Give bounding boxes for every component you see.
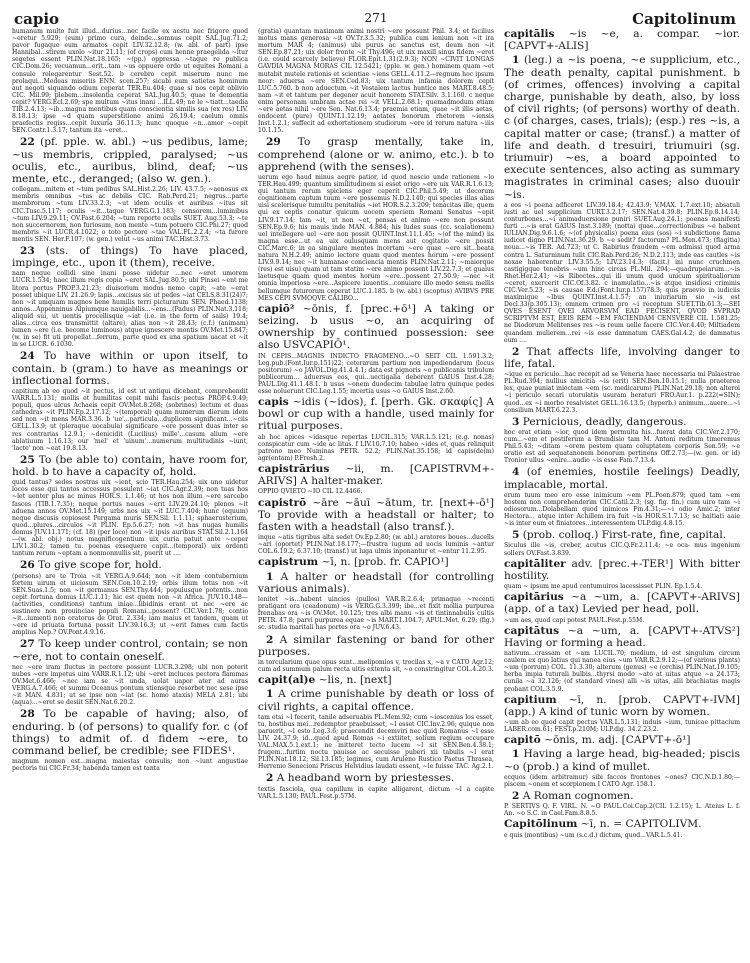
entry-definition: adv. [prec.+-TER¹] With bitter hostility. xyxy=(504,557,740,582)
entry-headword: capitium xyxy=(504,693,557,706)
entry-definition: ~ōnis, f. [prec.+ō¹] A taking or seizing. b usus ~o, an acquiring of ownership by continued possession: see also USVCAPIŌ¹. xyxy=(258,302,494,352)
dictionary-entry xyxy=(258,556,494,568)
left-running-headword: capio xyxy=(14,10,60,28)
entry-definition: ~is ~e, a. compar. ~ior. [CAPVT+-ALIS] xyxy=(504,28,740,53)
citation-text: ecquos (idem arbitramur) sibi faccos frontones ~ones? CIC.N.D.1.80;—piscem ~onem et scorpionem I CATO Agr. 158.1. xyxy=(504,773,740,788)
sense-definition xyxy=(12,350,248,387)
right-running-headword: Capitolinum xyxy=(632,10,736,28)
citation-text: lenitet ~is...habent uincios (pullos) VAR.R.2.6.4; primaque ~recenti pratigant ora (ceadonum) ~is VERG.G.3.399; ibe...et fixit mollia purpurea frenabas ora ~is OV.Met. 10.125; tres albi manu ~is et tintinnabulis cultis PETR. 47.8; parvi purpurea equae ~is MART.1.104.7; APUL.Met. 6.29; (fig.) sc. studia maritali has portes ora ~o JUV.6.43. xyxy=(258,596,494,632)
citation-text: (gratia) quantam maximam animi nostri ~ere possunt Phil. 3.4; et facilius motus mans generosa ~it OV.Tr.3.5.32; publica cum lenium non ~it ira mortum MAR 4; (animus) ubi purus ac sanctus est, deum non ~it SEN.Ep.87.21; uix dolor fronte ~it Thy.496; ut uix maxill sinus fidem ~eret (i.e. could scarcely believe) FLOR.Epit.1.31(2.9.3); NON ~CIVIT LONGAS GAVDIA MAGNA MORAS CIL 12.5421; (pple. w. gen.) hominem quam ~et mutabit mutele rationis et scientiae ~iens GELL.4.11.2—regnum hoc ipsum neor: aduersa ~ere SEN.Ced.83; uix tantum infamia dolorem cepit LUC.5.760. b non aduectum ~it Vestalem lactus huntice nes MART.8.48.5; nam ~it et tantum per degener acuit honorem STAT.Silv. 3.1.160. c neque enim personam umbram actae rei ~it VELL.2.68.1; quemadmodum etiam ~ere aetas nihil ~ere Sen. Nat.6.13.4; praemia etiam, quae ~it illis aetas, endocent (pure) QUINT.1.12.19; aetates bonorum rhetorem ~iensis Inst.1.2.1; suffecit ad exhortationem studiorum ~ere id rerum natura ~iiis 10.1.15. xyxy=(258,28,494,135)
sense-definition xyxy=(258,634,494,658)
citation-text: inque ~atis tigribus alta sedet Ov.Ep.2.80; (w. abl.) aratores boues...ducells ~ari (oportet) PLIN.Nat.18.177;—frustra iugum ad uocis luminis ~antur COL.6.19.2; 6.37.10; (transf.) ut luga ulmis inponantur et ~entur 11.2.95. xyxy=(258,534,494,556)
sense-text: (leg.) a ~is poena, ~e supplicium, etc., The death penalty, capital punishment. b (of crimes, offences) involving a capital charge, punishable by death, also, by loss of civil rights; (of persons) worthy of death. c (of charges, cases, trials); (esp.) res ~is, a capital matter or case; (transf.) a matter of life and death. d tresuiri, triumuiri (sg. triumuir) ~es, a board appointed to execute sentences, also acting as summary magistrates in criminal cases; also duouir ~is. xyxy=(504,54,740,201)
sense-text: A similar fastening or band for other purposes. xyxy=(258,633,494,658)
sense-number: 26 xyxy=(20,559,35,572)
sense-definition xyxy=(504,416,740,428)
citation-text: e quis (montibus) ~um (s.c.d.) dictum, quod...VAR.L.5.41. xyxy=(504,831,683,839)
sense-number: 2 xyxy=(266,633,274,646)
sense-number: 2 xyxy=(266,772,274,785)
citation-text: erum tuum meo ero esse inimicum ~em PL.Poen.879; quod tam ~em hostem non comprehenderim CIC.Catil.2.3; (sg. fig. fin.) cum uiro tam ~i odiosorum...Dolabellam quod inimicos Fin.4.31;—~i odio Amic.2; inter Hectora... atque inter Achillem ira fuit ~is HOR.S.1.7.13; sc haitiati aaie ~is inter eum et finiatores...interessentem ULP.dig.4.8.15. xyxy=(504,491,740,528)
dictionary-entry xyxy=(258,497,494,534)
entry-definition: ~idis (~idos), f. [perh. Gk. σκαφίς] A bowl or cup with a handle, used mainly for ritual purposes. xyxy=(258,396,494,433)
entry-headword: capitō xyxy=(504,734,541,747)
citation-text: capitium ab eo quod ~it pectus, id est ut antiqui dicebant, comprehendit VARR.L.5.131; mollis et humilitas cepit mihi fascis pectus PROP.4.9.49; populi, quos ulcus Achaeis cepit OV.Met.8.268; (sobrinos) lectum et duas cathedras ~it PLIN.Ep.2.17.12; ~(temporal) quam numerum dierum idem sed non ~it mens MAR.3.36. b 'ue'...particula...duplicem significant...~ciis GELL.13.9; ut (pleraque uocabula) significare ~ere possent duas inter se res contrarias 12.9.1; ~denicidit (Lucilius) mille'...casum alium ~ere ablatiuum 1.16.13; our 'mel' et 'uinum'...numerum multitudinis ~iunt, 'lacte' non ~eat 19.8.13. xyxy=(12,388,248,452)
sense-definition xyxy=(12,245,248,269)
citation-text: textis fasciola, qua capillum in capite alligarent, dictum ~l a capite VAR.L.5.130; PAUL.Fest.p.57M. xyxy=(258,785,494,800)
entry-definition: ~a ~um, a. [CAPVT+-ATVS²] Having or forming a head. xyxy=(504,624,740,649)
sense-text: That affects life, involving danger to life, fatal. xyxy=(504,345,740,370)
entry-headword: capitārius xyxy=(504,591,564,604)
citation-text: nec ~ere iram fluctus in pectore possunt LUCR.3.298; ubi non poterit nubes ~ere impetus uim VARR.R.1.12; ubi ~eret incluces pectora flammas OV.Met.6.466; ~nec iam se ~it unda, uolat uapor ater ad auras VERG.A.7.466; et summi Oceanus pontum stiensque resorbet nec sese ipse ~it MAN. 4.831; ut se ipse non ~iat (sc. homo ataxis) MELA 2.81; ubi (aqua)...~eret se desiit SEN.Nat.6.20.2. xyxy=(12,663,248,707)
entry-headword: capistrārius xyxy=(258,463,330,476)
sense-text: (sts. of things) To have placed, impinge, etc., upon it (them), receive. xyxy=(12,244,248,270)
entry-definition: ~a ~um, a. [CAPVT+-ARIVS] (app. of a tax) Levied per head, poll. xyxy=(504,591,740,616)
entry-headword: capistrō xyxy=(258,496,307,509)
entry-headword: capiō² xyxy=(258,302,295,315)
entry-definition: ~ī, n. [prob. fr. CAPIO¹] xyxy=(318,556,449,569)
entry-headword: capitātus xyxy=(504,624,560,637)
sense-number: 1 xyxy=(512,54,520,67)
entry-definition: ~ōnis, m. adj. [CAPVT+-ō¹] xyxy=(540,734,691,747)
entry-definition: ~ii, m. [CAPISTRVM+-ARIVS] A halter-maker. xyxy=(258,463,494,488)
entry-definition: ~āre ~āuī ~ātum, tr. [next+-ō¹] To provide with a headstall or halter; to fasten with a headstall (also transf.). xyxy=(258,496,494,533)
sense-definition xyxy=(12,559,248,571)
dictionary-entry xyxy=(258,303,494,352)
sense-number: 1 xyxy=(266,570,274,583)
sense-definition xyxy=(504,466,740,490)
citation-text: humanum multo fuit illud...durius...nec facile ex acstu nec frigore quod ~eretur 5.929; (eum) primo cura, deinde...somnus cepit SAL.Jug.71.2; pavor fugaque eum armatos cepit LIV.32.12.8; (w. abl. of part) ipse Hannibal...stirem uxolo ~itur 21.11; (of crops) cum henne praegelida ~itur segetes essent PLIN.Nat.18.165; ~(pp.) oppressa ~taque re publica CIC.Dom.26; vocuamun...erit...tam ~us oppuere ordo ut equites Romani a consule relegarentur Sest.52. b cerebro cepit miserum nunc me prolaqui...Medeas miseriis ENN. scen.257; sicubi eum satietas hominum aut negoti siquando odium ceperat TER.Eu.404; quae si nos cepit oblivio CIC. Mil.99; plebem...insolentia ceperat SAL.Jug.40.5; quae te dementia cepit? VERG.Ecl.2.69; spe multum ~itus inani ...ILL.49; ne le ~tiatt...taedia TIB.2.4.13; ~ib...magna mentibus quam conscientia similis sua (ex res) LIV. 8.18.13; ipse ~d quam superstitione animi 26.19.4; caelum omnis praefectis regiss...cepit luxuria 36.11.3; hunc quoque ~n...amor ~cepit SEN.Contr.1.3.17; tantum ita ~eret... xyxy=(12,28,248,135)
text-columns xyxy=(12,28,740,958)
entry-definition: ~lis, n. [next] xyxy=(315,674,392,687)
sense-number: 5 xyxy=(512,529,520,542)
sense-number: 28 xyxy=(20,708,35,721)
citation-text: magnum nomen est...magna maiestas consulis; non ~iunt angustiae pectoris tui CIC.Fr.34; habenda tamen est tanta xyxy=(12,758,248,773)
sense-definition xyxy=(504,790,740,802)
sense-definition xyxy=(12,708,248,757)
sense-number: 1 xyxy=(266,688,274,701)
sense-number: 29 xyxy=(266,136,281,149)
entry-headword: capistrum xyxy=(258,556,319,569)
entry-headword: capis xyxy=(258,396,289,409)
entry-headword: capitālis xyxy=(504,28,555,40)
sense-definition xyxy=(12,454,248,478)
citation-text: tam etsi ~l fecerit, tanile adseruabis PL.Mem.92; cum ~ioscenius los esset, tu, hostibus mei...redemptor praebuisset, ~l esset CIC.Inv.2.96; quique non paruerit, ~l esto Leg.3.6; praecendit decemviri nec quid Romanus ~l esse LIV. 24.37.9; id...quod apud Romas ~i extiitet, solium regium occupare VAL.MAX.5.1.ext.1; ne mitteret tecto lucem ~l sit SEN.Ben.4.38.1; frugem...furtim noctu pauisse ac secuisse puberi xii tabulis ~l erat PLIN.Nat.18.12; Sil.13.185; legimus, cum Aruleno Rustico Paetus Thrasea, Herrenio Senecioni Priscus Helvidius laudati essent, ~le fuisse TAC. Ag.2.1. xyxy=(258,713,494,771)
sense-text: (pf. pple. w. abl.) ~us pedibus, lame; ~us membris, crippled, paralysed; ~us oculis, etc., auribus, blind, deaf; ~us mente, etc., deranged; (also w. gen.). xyxy=(12,136,248,186)
sense-text: To be capable of having; also, of enduring. b (of persons) to qualify for. c (of things) to admit of. d fidem ~ere, to command belief, be credible; see FIDES¹. xyxy=(12,708,248,757)
entry-headword: capitāliter xyxy=(504,557,566,570)
sense-definition xyxy=(258,571,494,595)
column-right xyxy=(504,28,740,958)
sense-definition xyxy=(504,346,740,370)
citation-text: nam neque collidi sine inani posse uidetur ...nec ~eret umorem LUCR.1.534; haec illum regis copia ~eret SAL.Jug.80.5; ubi Pinsei ~ent me litora portus PROP.3.21.23; diuisorium modus nemo capit; ~ate ~erat posset ubique LIV. 21.26.9; lapis...excisus sic ut pedes ~iat CELS.8.31(24)7; non ~it umquam magnos bene humilis terri picturarum SEN. Phaed.1138; annos...Appenninus Alpiumque nauigabilis...~ens...(Padus) PLIN.Nat.3.118; aliquid sui, ut uentis procellisque ~iat (i.e. in the form of sails) 19.4; alias...circa eos transmittit (altare), alias non ~it 28.43; (c.f.) (animam) lumen ~ere (i.e. become luminous) atque ignescere montis OV.Met.15.847; (w. in se) fit uti propellat...ferrum, parte quod ex una spatium uacat et ~it in se LUCR. 6.1030. xyxy=(12,270,248,349)
citation-text: ~ique ex periculo...hac recepit ad se Veneria haec necessaria mi Palaestrae PL.Rud.394; nullius amicitia ~is (erit) SEN.Ben.10.15.1; nulla praeterea lex, quae puniat iniectam ~em (sc. medicarum) PLIN.Nat.29.18; non alteroi ~i periculo secari utorulatis usuram heraturi FRO.Aur.1. p.222(=SIN); quod...ex ~i morbo resalvistet GELL.16.13.5; (hyperb.) animum...auere...~i consilium MART.6.22.3. xyxy=(504,371,740,414)
dictionary-entry xyxy=(504,591,740,615)
citation-text: IN CEPIS...MAGNIS INDICTO FRAGMENO...~O SEIT CIL 1.591.3.2; Leg.pub.(Font.Iur.p.151)22; ceterarum partium non impediendarum (locus positorum) ~o JAVOL.Dig.41.4.4.1; data est pignoris ~o publicanis tribulum publicorum... aduersus eos, qui...uectigalia deberent GAIUS Inst.4.28; PAUL.Dig.41.1.48.1. b usus ~onem duodecim tabulae latra quinque pedes esse noluerunt CIC.Leg.1.55; incertia usus ~o GAIUS Inst.2.60. xyxy=(258,352,494,395)
citation-text: nativum...crassam et ~am LUCIL.70; medium, id est singulum circum caulem ex quo latius qui nanea eius ~um VAR.R.2.9.12;—(of various plants) ~um (porrum) COL. 11.3.30; alterum (genus) ~e (orchis) PLIN.Nat.19.105; herba impia tuturali bulbis...thyrsi modo ~ato at uitas atque ~a 24.173; cunila ~a 32.126; (of standard vines) alli ~is uitas, alii brachiatas magis probant COL.3.5.9. xyxy=(504,650,740,693)
citation-text: ab hoc apices ~idasque repertas LUCIL.315; VAR.L.5.121; (e.g. nonas) conspicatur cum ~ide ac litus. f LIV.10.7.10; habeo ~ides et, quas relinquit patrono meo Numinas PETR. 52.2; PLIN.Nat.35.158; id capis(de(m) agr(entam) P.Fresh.2. xyxy=(258,433,494,462)
sense-definition xyxy=(504,54,740,200)
dictionary-entry xyxy=(504,694,740,718)
entry-definition: ~ī, n. = CAPITOLIVM. xyxy=(577,818,702,831)
sense-number: 4 xyxy=(512,466,520,479)
sense-definition xyxy=(504,529,740,541)
dictionary-entry xyxy=(504,734,740,746)
sense-number: 22 xyxy=(20,136,35,149)
citation-text: OPPIO QVIETO ~IO CIL 12.4466. xyxy=(258,488,363,496)
dictionary-entry xyxy=(258,674,494,686)
column-middle xyxy=(258,28,494,958)
sense-text: A crime punishable by death or loss of civil rights, a capital offence. xyxy=(258,688,494,713)
sense-number: 25 xyxy=(20,453,35,466)
dictionary-entry xyxy=(504,28,740,52)
entry-headword: Capitōlinum xyxy=(504,818,578,831)
dictionary-entry xyxy=(504,818,740,830)
sense-text: A Roman cognomen. xyxy=(522,789,634,802)
sense-text: To (be able to) contain, have room for, hold. b to have a capacity of, hold. xyxy=(12,453,248,479)
citation-text: collegam...mitem et ~tum pedibus SAL.Hist.2.26; LIV. 43.7.5; ~aenosus ex membris omnibus ~tus ac debilis CIC. Rab.Perd.21; negrus...parte membrorum ~tum LIV.33.2.3; ~ut idem oculis et auribus ~itus sit CIC.Tusc.5.117; oculis ~it...taque VERG.G.1.183; censorem...luminibus ~tum LIV.9.29.11; OV.Fast.6.204; ~tum reporte oculis SUET. Aug.53.3; ~te non succernorem, non furiosum, non mente ~tum potuero CIC.Phi.27; quod membris ~it LUCR.4.1022; o toto pectore ~tae VAL.FL.2.2.4; ~ta furore mentis SEN. Her.F.107; (w. gen.) velut ~us animi TAC.Hist.3.73. xyxy=(12,186,248,243)
sense-definition xyxy=(12,136,248,185)
citation-text: hoc erat etiam ~ior, quod idem permulta his...fuerat data CIC.Ver.2.170; cum...~em et pestiferum a Brundisio tam M. Antoni reditum timeremus Phil.5.43; ~ditam ~orem pestem quam coluptatem corporis Sen.59; ~e oratio est ad sequatanonem bonorum pertinens Off.2.73;—(w. gen. or id) Tronior ullus ~enire...audio ~is esse Fam.7.13.4. xyxy=(504,428,740,465)
sense-number: 23 xyxy=(20,244,35,257)
sense-definition xyxy=(12,638,248,662)
sense-text: A headband worn by priestesses. xyxy=(276,772,455,785)
page-number: 271 xyxy=(364,11,388,25)
dictionary-entry xyxy=(504,625,740,649)
citation-text: (persons) are te Troia ~it VERG.A.9.644; non ~it idem contubernium fortem uirum et uiciosum SEN.Con.10.2.19; orbis illum totus non ~it SEN.Suas.1.5; non ~it germanus SEN.Thy.444; populusque potentis...non cepit fortuna domus LUC.1.11; hic est quem non ~it Africa. JUV.10.148—(activities, conditions) tantum iniae...libidinis erant ut nec ~ere ac sustinere non prouinciae populi Romani...possent? CIC.Ver.1.78; contio ~it...iumenti non oratorus de Orat. 2.334; iam maius et tandem, quam ut ~ere id priuata fortuna possit LIV.39.16.3; ut ~erit fames cum factis amplius Nep.? OV.Pont.4.9.16. xyxy=(12,572,248,637)
sense-number: 1 xyxy=(512,748,520,761)
citation-text: quid tantus? sedes nostras uix ~ient, scio TER.Hau.254; uix uno uidetur locos esse qui tantos accessus possulent ~iat CIC.Agr.2.39; non tuas hos ~let uenter plus ac minus HOR.S. 1.1.46; ut hos non illum ~ere sarcebo fasces (TIB.1.7.35); neque portus naues ~erit LIV.29.24.10; plenos ~it aduena annos OV.Met.15.149; urbs nos uix ~it LUC.7.404; hunc (equum) neque discusis copiosest Pergama muris SEN.Sil. 1.1.11; sphaerusterium, quod...plures...circulos ~it PLIN. Ep.5.6.27; non ~it has nugas humilis domus JUV.11.171; (cf. 18) (per loco) non ~it ipsis auribus STAT.Sil.2.1.164—(w. abl. obj.) notus magnificogentium uix curia patuit ante ~ceper LIV.1.30.2; tamen tu. poenas exsequere capit...(temporal) uix ordenti tantum rerum ~eptam a nonmonnullis sit, puerit ut .... xyxy=(12,479,248,558)
citation-text: in torcularium quae opus sunt...melipomios v, trocilas x, ~a v CATO Agr.12; cum ad summum palum recta uitis extenta sit, ~o constringitur COL.4.20.3. xyxy=(258,658,494,674)
sense-text: (prob. colloq.) First-rate, fine, capital. xyxy=(522,529,727,542)
entry-definition: ~ī, n. [prob. CAPVT+-IVM] (app.) A kind of tunic worn by women. xyxy=(504,693,740,718)
citation-text: uerum ego haud minus aegre patior, id quod nescio unde rationem ~lo TER.Hau.499; quantum similitudinem si esset origo ~ere uix VAR.R.1.6.13; qui tantum rerum spiclens eger ceperit CIC.Phil.5.49; ut decorum cognitionem captum tuum ~ere possemus N.D.2.140; qui species illas alias uisi scelerisque tumultu penitalius ~iet HOR.S.2.3.209; tenacitas ille, quem qui ex ceptis conatur quicum uocem speciem Romani Senatus ~epit LIV.9.17.14; tam ~it, ut non ~et, pensas et animo ~ere non possunt SEN.Ep.9.6; his mauis inde MAN. 4.884; his ludes suas (cc. scalationem) uel intellegere uel ~ere non possit QUINT.Inst.11.1.45; ~(of the mind) iis magna esse...ut ea uix oulusquam mens aut cogitatio ~ere possit CIC.Marc.6; in ea singulare mentes incertam ~ere quae ~ere sit...beata natura N.H.2.49; animo lectore quam quod mentes horum ~ere possent LIV.9.9.14; nec ~it humanae conciencia mentis PLIN.Nat.2.11; ~maiorque (res) est uisu) quam ut tam statim ~ere animo possent LIV.22.7.3; et guaius laetusque quam quod mentes horum ~ere...possent 27.50.9; —nec ~it omnia imperiosa ~ere...Aspicere iuuentis...conuiare illo modo sensu mellis bellumque futurorum ceperat LUC.1.185. b (w. abl.) (scoptus) AVIBVS PRE MES CEPI SVMOQVE CALIBO... xyxy=(258,174,494,302)
citation-text: P. SERTIVS Q. F. VIRL. N. ~O PAUL.Coi.Cap.2(CIL 1.2.15); L. Ateius L. f. An. ~o S.C. in Cael.Fam.8.8.5. xyxy=(504,803,740,818)
sense-definition xyxy=(258,688,494,712)
citation-text: ~um ab eo quod capit pectus VAR.L.5.131; induis ~ium, tunicae pittacium LABER.com.61; FEST.p.210M; ULP.dig. 34.2.23.2. xyxy=(504,719,740,734)
sense-definition xyxy=(504,748,740,772)
sense-text: To have within or upon itself, to contain. b (gram.) to have as meanings or inflectional forms. xyxy=(12,350,248,387)
sense-text: To give scope for, hold. xyxy=(38,559,162,572)
column-left xyxy=(12,28,248,958)
citation-text: ~um aes, quod capi potest PAUL.Fest.p.55M. xyxy=(504,616,645,624)
sense-text: Pernicious, deadly, dangerous. xyxy=(522,415,687,428)
dictionary-entry xyxy=(258,463,494,487)
citation-text: a eos ~i poena adficeret LIV.39.18.4; 42.43.9; V.MAX. 1.7.ext.10; absatuli iusti ac uel supplicium CURT.3.2.17; SEN.Nat.4.39.8; PLIN.Ep.8.14.14; conturbones...~i animaduersione puniri SUET.Aug.24.1; poenas manifesti furti ...~is erat GAIUS Inst.3.189; (notta) quae...correctionibus ~e habent IULIAN.Dig.9.6.1.6; ~(of physicalis) poena eius (sos) ~i subdictione fiama iudicet digno PLIN.Nat.36.29. b ~e sedit? factorum? PL.Men.473; (flagitia) noua...~is TER. Ad.723; ut C. Rabirius fraudem ~em admissi quod arma contra L. Saturninum tulit CIC.Rab.Perd.26; N.D.2.113; inde eas cautles ~is noxae haberentur LIV.3.55.5; LIV.23.14.3; (facit.) ini nunc cruchmen castigigque tenebris ~um hinc circas PL.Mil. 294;—quadrupeiarum...~is Rhet.Her.2.41; ~is Riboctes...qui ili unum quod unicum spiritualiorum ~ceret, exercerit CIC.Of.3.82. c inamulatio...~is atque insidiosi criminis CIC.Ver.5.23; ~is causae F.d.(Font.Iur.p.157)78.3; quis praevio in iudiciis maximique ~lbus QUINT.Inst.4.1.57; an iniuriarum sio ~is est Decl.33(p.305.13); omnem crimen pro ~i receptum SUET.Tib.61.3;—SEI QVES ESENT QVEI ARVORSVM EAD FECISENT, QVOD SVPRAD SCRIPTVM EST, EEIS REM ~EM FACIENDAM CENSVERE CIL 1.581.25; ne Diodorum Melitenses res ~is reum uelle facere CIC.Ver.4.40; Miltiadem quandam mulierem...rei ~is esse damnatum CAES.Gal.4.2; de damnatus eum .... xyxy=(504,201,740,344)
sense-definition xyxy=(258,136,494,173)
citation-text: quam ~ ipsum me apud centumuiros lacessisset PLIN. Ep.1.5.4. xyxy=(504,583,703,591)
sense-text: Having a large head, big-headed; piscis ~o (prob.) a kind of mullet. xyxy=(504,748,740,773)
sense-number: 2 xyxy=(512,345,520,358)
sense-number: 3 xyxy=(512,415,520,428)
running-header xyxy=(12,8,740,28)
sense-number: 2 xyxy=(512,789,520,802)
sense-text: To keep under control, contain; se non ~ere, not to contain oneself. xyxy=(12,638,248,663)
sense-text: A halter or headstall (for controlling various animals). xyxy=(258,570,494,595)
sense-text: (of enemies, hostile feelings) Deadly, implacable, mortal. xyxy=(504,466,740,491)
sense-text: To grasp mentally, take in, comprehend (alone or w. animo, etc.). b to apprehend (with the senses). xyxy=(258,136,494,173)
entry-headword: capit(al)e xyxy=(258,674,316,687)
dictionary-entry xyxy=(258,396,494,433)
dictionary-entry xyxy=(504,558,740,582)
sense-definition xyxy=(258,772,494,784)
citation-text: Siculus ille ~is, creber, acutus CIC.Q.Fr.2.11.4; ~e oca- mus ingenium sollers OV.Fast.3.839. xyxy=(504,542,740,557)
sense-number: 27 xyxy=(20,638,35,651)
sense-number: 24 xyxy=(20,350,35,363)
